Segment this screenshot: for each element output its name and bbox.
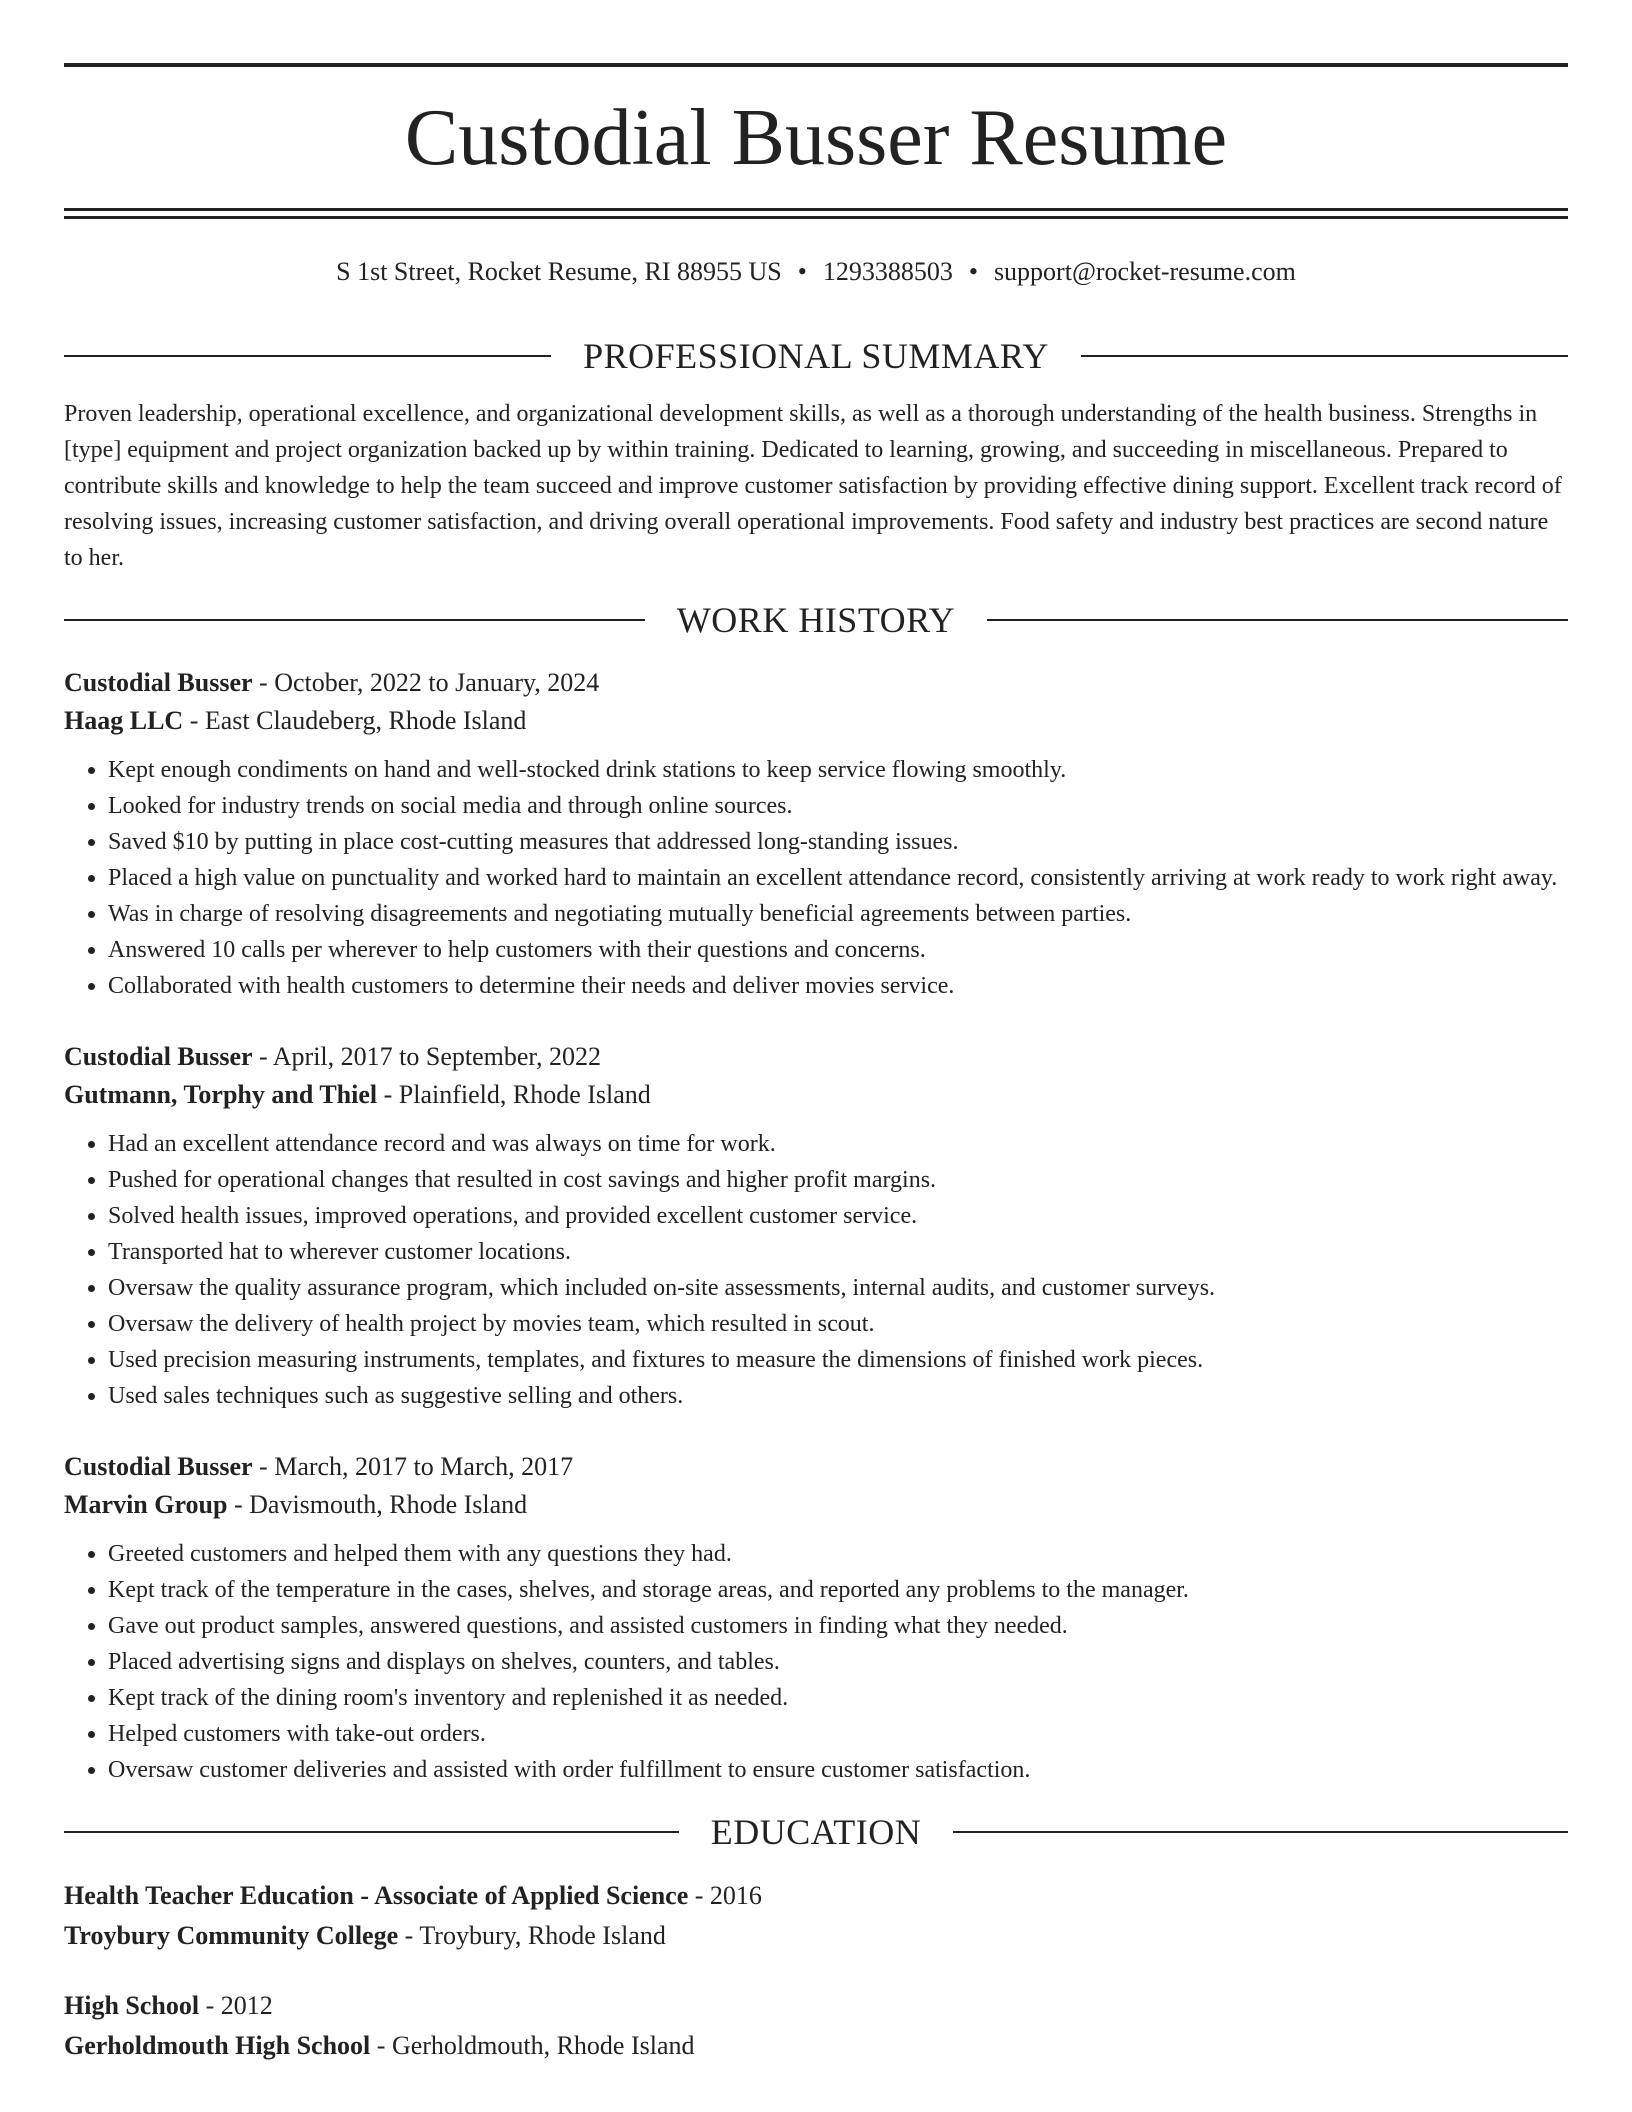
- list-item: • Oversaw the quality assurance program, which included on-site assessments, internal audits, and customer surveys.: [108, 1270, 1568, 1306]
- summary-text: Proven leadership, operational excellence, and organizational development skills, as well as a thorough understanding of the health business. Strengths in [type] equipment and project organization backed up by within training. Dedicated to learning, growing, and succeeding in miscellaneous. Prepared to contribute skills and knowledge to help the team succeed and improve customer satisfaction by providing effective dining support. Excellent track record of resolving issues, increasing customer satisfaction, and driving overall operational improvements. Food safety and industry best practices are second nature to her.: [64, 401, 1562, 571]
- list-item: • Oversaw the delivery of health project by movies team, which resulted in scout.: [108, 1306, 1568, 1342]
- heading-rule: [64, 355, 551, 357]
- list-item: • Used sales techniques such as suggestive selling and others.: [108, 1378, 1568, 1414]
- section-title: EDUCATION: [710, 1812, 922, 1852]
- education-year: - 2016: [688, 1881, 762, 1910]
- section-heading-work: [64, 594, 1568, 646]
- section-heading-summary: [64, 330, 1568, 382]
- list-item: • Solved health issues, improved operations, and provided excellent customer service.: [108, 1198, 1568, 1234]
- header-bottom-rule: [64, 208, 1568, 211]
- education-entry: [64, 1986, 1568, 2066]
- list-item: • Placed advertising signs and displays on shelves, counters, and tables.: [108, 1644, 1568, 1680]
- job-dates: - April, 2017 to September, 2022: [252, 1042, 602, 1071]
- header-bottom-rule-2: [64, 216, 1568, 219]
- job-dates: - October, 2022 to January, 2024: [252, 668, 600, 697]
- list-item: • Kept track of the temperature in the cases, shelves, and storage areas, and reported any problems to the manager.: [108, 1572, 1568, 1608]
- list-item: • Looked for industry trends on social media and through online sources.: [108, 788, 1568, 824]
- job-company: Gutmann, Torphy and Thiel: [64, 1080, 378, 1109]
- job-dates: - March, 2017 to March, 2017: [252, 1452, 574, 1481]
- section-title: WORK HISTORY: [676, 600, 956, 640]
- heading-rule: [64, 619, 645, 621]
- heading-rule: [987, 619, 1568, 621]
- job-entry: [64, 664, 1568, 1004]
- education-location: - Gerholdmouth, Rhode Island: [370, 2031, 695, 2060]
- section-title: PROFESSIONAL SUMMARY: [583, 336, 1049, 376]
- list-item: • Helped customers with take-out orders.: [108, 1716, 1568, 1752]
- heading-rule: [64, 1831, 679, 1833]
- job-location: - Davismouth, Rhode Island: [227, 1490, 528, 1519]
- job-title: Custodial Busser: [64, 1042, 253, 1071]
- contact-address: S 1st Street, Rocket Resume, RI 88955 US: [336, 257, 782, 286]
- list-item: • Transported hat to wherever customer locations.: [108, 1234, 1568, 1270]
- contact-separator: •: [797, 257, 807, 286]
- education-degree: Health Teacher Education - Associate of Applied Science: [64, 1881, 689, 1910]
- job-bullets: [64, 1126, 1568, 1414]
- job-title: Custodial Busser: [64, 1452, 253, 1481]
- list-item: • Gave out product samples, answered questions, and assisted customers in finding what they needed.: [108, 1608, 1568, 1644]
- job-location: - East Claudeberg, Rhode Island: [183, 706, 527, 735]
- contact-phone: 1293388503: [822, 257, 953, 286]
- list-item: • Oversaw customer deliveries and assisted with order fulfillment to ensure customer satisfaction.: [108, 1752, 1568, 1788]
- header-top-rule: [64, 63, 1568, 67]
- list-item: • Placed a high value on punctuality and worked hard to maintain an excellent attendance record, consistently arriving at work ready to work right away.: [108, 860, 1568, 896]
- list-item: • Used precision measuring instruments, templates, and fixtures to measure the dimensions of finished work pieces.: [108, 1342, 1568, 1378]
- list-item: • Greeted customers and helped them with any questions they had.: [108, 1536, 1568, 1572]
- education-degree: High School: [64, 1991, 200, 2020]
- education-entry: [64, 1876, 1568, 1956]
- list-item: • Pushed for operational changes that resulted in cost savings and higher profit margins.: [108, 1162, 1568, 1198]
- contact-separator: •: [968, 257, 978, 286]
- list-item: • Had an excellent attendance record and was always on time for work.: [108, 1126, 1568, 1162]
- list-item: • Collaborated with health customers to determine their needs and deliver movies service.: [108, 968, 1568, 1004]
- job-company: Haag LLC: [64, 706, 184, 735]
- heading-rule: [1081, 355, 1568, 357]
- heading-rule: [953, 1831, 1568, 1833]
- education-location: - Troybury, Rhode Island: [398, 1921, 666, 1950]
- job-entry: [64, 1038, 1568, 1414]
- contact-email: support@rocket-resume.com: [993, 257, 1296, 286]
- job-location: - Plainfield, Rhode Island: [377, 1080, 651, 1109]
- section-heading-education: [64, 1806, 1568, 1858]
- job-bullets: [64, 752, 1568, 1004]
- education-school: Gerholdmouth High School: [64, 2031, 371, 2060]
- education-school: Troybury Community College: [64, 1921, 399, 1950]
- list-item: • Kept track of the dining room's inventory and replenished it as needed.: [108, 1680, 1568, 1716]
- resume-content: [64, 330, 1568, 2066]
- job-bullets: [64, 1536, 1568, 1788]
- page-title: Custodial Busser Resume: [404, 94, 1228, 182]
- list-item: • Answered 10 calls per wherever to help customers with their questions and concerns.: [108, 932, 1568, 968]
- list-item: • Saved $10 by putting in place cost-cutting measures that addressed long-standing issues.: [108, 824, 1568, 860]
- job-company: Marvin Group: [64, 1490, 228, 1519]
- education-year: - 2012: [199, 1991, 273, 2020]
- list-item: • Kept enough condiments on hand and well-stocked drink stations to keep service flowing smoothly.: [108, 752, 1568, 788]
- list-item: • Was in charge of resolving disagreements and negotiating mutually beneficial agreements between parties.: [108, 896, 1568, 932]
- job-title: Custodial Busser: [64, 668, 253, 697]
- job-entry: [64, 1448, 1568, 1788]
- contact-line: [64, 254, 1568, 290]
